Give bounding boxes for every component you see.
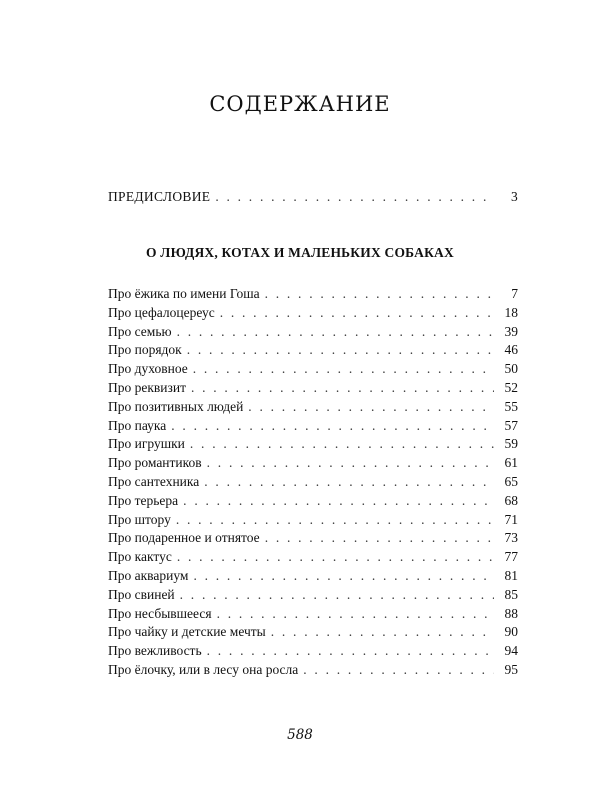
toc-entry-label: Про свиней	[108, 586, 175, 602]
dot-leader	[187, 341, 494, 359]
dot-leader	[207, 642, 494, 660]
toc-entry-page: 59	[504, 436, 518, 452]
dot-leader	[177, 548, 494, 566]
toc-entry[interactable]	[108, 360, 518, 379]
toc-entry-label: Про паука	[108, 417, 167, 433]
toc-entry-page: 68	[504, 492, 518, 508]
toc-entry[interactable]	[108, 435, 518, 454]
dot-leader	[190, 435, 494, 453]
toc-entry-page: 88	[504, 605, 518, 621]
toc-entry[interactable]	[108, 473, 518, 492]
dot-leader	[265, 285, 494, 303]
toc-entry[interactable]	[108, 661, 518, 680]
dot-leader	[215, 188, 494, 206]
toc-entry-page: 61	[504, 455, 518, 471]
toc-entry-page: 52	[504, 379, 518, 395]
dot-leader	[207, 454, 494, 472]
page-number: 588	[287, 727, 313, 743]
toc-entry-page: 81	[504, 567, 518, 583]
toc-entry-page: 57	[504, 417, 518, 433]
toc-entry-label: Про ёлочку, или в лесу она росла	[108, 661, 299, 677]
toc-entry-page: 95	[504, 661, 518, 677]
dot-leader	[183, 492, 494, 510]
dot-leader	[193, 567, 494, 585]
dot-leader	[220, 304, 494, 322]
toc-entry-page: 55	[504, 398, 518, 414]
toc-entry-page: 7	[511, 286, 518, 301]
toc-entry-page: 94	[504, 643, 518, 659]
toc-entry-label: Про духовное	[108, 361, 188, 377]
toc-entry[interactable]	[108, 492, 518, 511]
toc-entry[interactable]	[108, 285, 518, 304]
dot-leader	[176, 511, 494, 529]
toc-entry-page: 90	[504, 624, 518, 640]
dot-leader	[248, 398, 494, 416]
toc-entry[interactable]	[108, 586, 518, 605]
dot-leader	[217, 605, 494, 623]
toc-entry-page: 71	[504, 511, 518, 527]
toc-entry[interactable]	[108, 398, 518, 417]
toc-entry-page: 18	[504, 304, 518, 320]
dot-leader	[180, 586, 494, 604]
toc-entry-label: ПРЕДИСЛОВИЕ	[108, 189, 211, 204]
toc-entries-list	[0, 285, 600, 680]
toc-entry[interactable]	[108, 511, 518, 530]
toc-entry-label: Про вежливость	[108, 643, 202, 659]
toc-entry-page: 85	[504, 586, 518, 602]
dot-leader	[171, 417, 494, 435]
toc-entry-label: Про терьера	[108, 492, 179, 508]
toc-entry-label: Про семью	[108, 323, 172, 339]
toc-entry-label: Про романтиков	[108, 455, 202, 471]
toc-entry-page: 39	[504, 323, 518, 339]
toc-entry-label: Про ёжика по имени Гоша	[108, 286, 260, 301]
toc-entry[interactable]	[108, 529, 518, 548]
toc-entry-label: Про кактус	[108, 549, 172, 565]
toc-entry-label: Про чайку и детские мечты	[108, 624, 266, 640]
dot-leader	[191, 379, 494, 397]
toc-entry-preface[interactable]	[108, 188, 518, 206]
toc-entry-label: Про порядок	[108, 342, 182, 358]
toc-entry-page: 3	[510, 189, 518, 204]
toc-entry[interactable]	[108, 417, 518, 436]
toc-entry[interactable]	[108, 304, 518, 323]
toc-entry-label: Про несбывшееся	[108, 605, 212, 621]
section-heading: О ЛЮДЯХ, КОТАХ И МАЛЕНЬКИХ СОБАКАХ	[146, 245, 454, 260]
toc-entry[interactable]	[108, 379, 518, 398]
toc-entry-page: 65	[504, 473, 518, 489]
dot-leader	[193, 360, 494, 378]
page-title: СОДЕРЖАНИЕ	[209, 92, 391, 116]
toc-entry-page: 77	[504, 549, 518, 565]
dot-leader	[271, 623, 494, 641]
dot-leader	[204, 473, 494, 491]
toc-entry-label: Про подаренное и отнятое	[108, 530, 260, 546]
toc-entry[interactable]	[108, 642, 518, 661]
toc-entry-label: Про штору	[108, 511, 171, 527]
toc-entry-page: 50	[504, 361, 518, 377]
dot-leader	[177, 323, 494, 341]
dot-leader	[265, 529, 494, 547]
dot-leader	[303, 661, 494, 679]
toc-entry-label: Про игрушки	[108, 436, 185, 452]
toc-entry-label: Про реквизит	[108, 379, 186, 395]
toc-entry-label: Про цефалоцереус	[108, 304, 215, 320]
toc-entry[interactable]	[108, 548, 518, 567]
toc-entry-page: 73	[504, 530, 518, 546]
toc-entry-label: Про позитивных людей	[108, 398, 244, 414]
toc-entry[interactable]	[108, 323, 518, 342]
toc-entry[interactable]	[108, 341, 518, 360]
toc-entry-label: Про сантехника	[108, 473, 200, 489]
toc-entry[interactable]	[108, 454, 518, 473]
toc-entry[interactable]	[108, 623, 518, 642]
toc-entry-page: 46	[504, 342, 518, 358]
toc-entry-label: Про аквариум	[108, 567, 189, 583]
toc-entry[interactable]	[108, 567, 518, 586]
toc-entry[interactable]	[108, 605, 518, 624]
